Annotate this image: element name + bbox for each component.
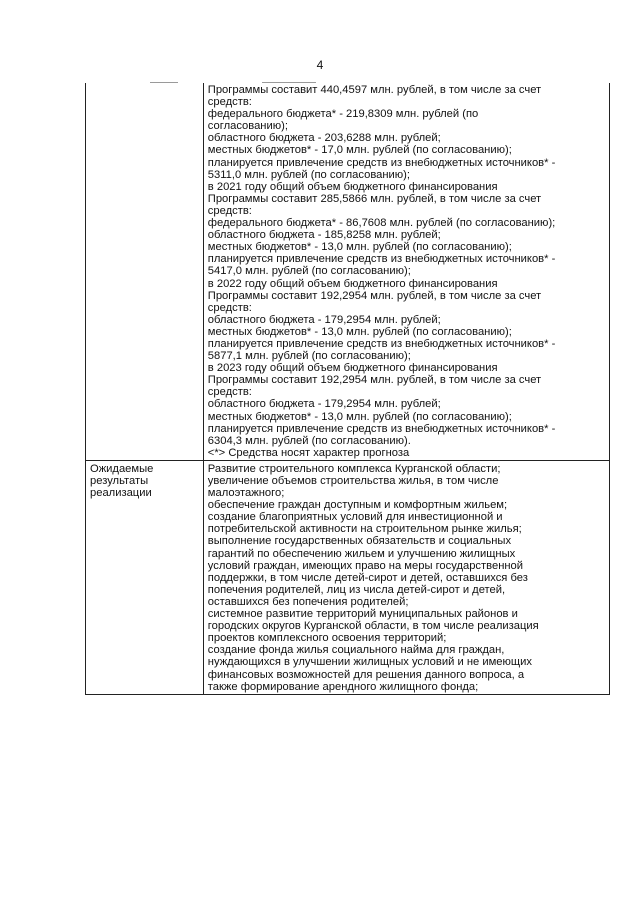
expected-results-label-cell: [86, 460, 204, 694]
financing-line: областного бюджета - 179,2954 млн. рублей;: [207, 398, 441, 411]
row-label-line: результаты: [90, 475, 149, 487]
result-line: городских округов Курганской области, в том числе реализация: [207, 620, 539, 633]
row-label-line: Ожидаемые: [90, 462, 154, 475]
result-line: создание благоприятных условий для инвестиционной и: [207, 511, 503, 524]
financing-line: 6304,3 млн. рублей (по согласованию).: [207, 434, 411, 447]
financing-line: планируется привлечение средств из внебюджетных источников* -: [207, 156, 556, 169]
row-label-line: реализации: [90, 487, 152, 500]
financing-line: планируется привлечение средств из внебюджетных источников* -: [207, 337, 556, 350]
financing-content-cell: [203, 83, 609, 460]
expected-results-content-cell: [203, 460, 609, 694]
financing-line: согласованию);: [207, 120, 288, 133]
financing-line: местных бюджетов* - 13,0 млн. рублей (по согласованию);: [207, 410, 512, 423]
financing-line: планируется привлечение средств из внебюджетных источников* -: [207, 253, 556, 266]
result-line: Развитие строительного комплекса Курганской области;: [207, 462, 501, 475]
program-passport-table: [85, 83, 610, 695]
financing-line: федерального бюджета* - 219,8309 млн. рублей (по: [207, 108, 479, 121]
financing-line: Программы составит 192,2954 млн. рублей, в том числе за счет: [207, 374, 542, 387]
financing-line: 5877,1 млн. рублей (по согласованию);: [207, 350, 411, 363]
financing-line: средств:: [207, 96, 252, 109]
result-line: оставшихся без попечения родителей;: [207, 595, 409, 608]
financing-line: в 2021 году общий объем бюджетного финансирования: [207, 180, 498, 193]
result-line: условий граждан, имеющих право на меры государственной: [207, 559, 524, 572]
result-line: увеличение объемов строительства жилья, в том числе: [207, 475, 499, 487]
result-line: создание фонда жилья социального найма для граждан,: [207, 644, 505, 657]
row-label-cell: [86, 83, 204, 460]
financing-line: Программы составит 440,4597 млн. рублей, в том числе за счет: [207, 84, 542, 96]
result-line: малоэтажного;: [207, 487, 285, 500]
result-line: финансовых возможностей для решения данного вопроса, а: [207, 668, 525, 681]
result-line: обеспечение граждан доступным и комфортным жильем;: [207, 499, 508, 512]
financing-line: областного бюджета - 179,2954 млн. рублей;: [207, 313, 441, 326]
financing-line: Программы составит 285,5866 млн. рублей, в том числе за счет: [207, 192, 542, 205]
financing-line: федерального бюджета* - 86,7608 млн. рублей (по согласованию);: [207, 217, 556, 230]
financing-line: областного бюджета - 203,6288 млн. рублей;: [207, 132, 441, 145]
result-line: потребительской активности на строительном рынке жилья;: [207, 523, 522, 536]
financing-line: местных бюджетов* - 13,0 млн. рублей (по согласованию);: [207, 241, 512, 254]
result-line: попечения родителей, лиц из числа детей-сирот и детей,: [207, 583, 506, 596]
financing-line: планируется привлечение средств из внебюджетных источников* -: [207, 422, 556, 435]
page-number: 4: [316, 58, 324, 72]
financing-line: Программы составит 192,2954 млн. рублей, в том числе за счет: [207, 289, 542, 302]
result-line: выполнение государственных обязательств и социальных: [207, 535, 512, 548]
forecast-footnote: <*> Средства носят характер прогноза: [207, 446, 410, 459]
financing-line: местных бюджетов* - 13,0 млн. рублей (по согласованию);: [207, 325, 512, 338]
result-line: также формирование арендного жилищного фонда;: [207, 680, 479, 693]
financing-line: местных бюджетов* - 17,0 млн. рублей (по согласованию);: [207, 144, 512, 157]
table-row-financing: [86, 83, 610, 460]
financing-line: средств:: [207, 386, 252, 399]
financing-line: областного бюджета - 185,8258 млн. рублей;: [207, 229, 441, 242]
financing-line: в 2023 году общий объем бюджетного финансирования: [207, 362, 498, 375]
financing-line: 5311,0 млн. рублей (по согласованию);: [207, 168, 411, 181]
result-line: нуждающихся в улучшении жилищных условий и не имеющих: [207, 656, 532, 669]
result-line: гарантий по обеспечению жильем и улучшению жилищных: [207, 547, 516, 560]
result-line: поддержки, в том числе детей-сирот и детей, оставшихся без: [207, 571, 528, 584]
financing-line: средств:: [207, 204, 252, 217]
result-line: проектов комплексного освоения территорий;: [207, 632, 447, 645]
financing-line: в 2022 году общий объем бюджетного финансирования: [207, 277, 498, 290]
financing-line: средств:: [207, 301, 252, 314]
table-row-expected-results: [86, 460, 610, 694]
financing-line: 5417,0 млн. рублей (по согласованию);: [207, 265, 411, 278]
result-line: системное развитие территорий муниципальных районов и: [207, 608, 518, 621]
